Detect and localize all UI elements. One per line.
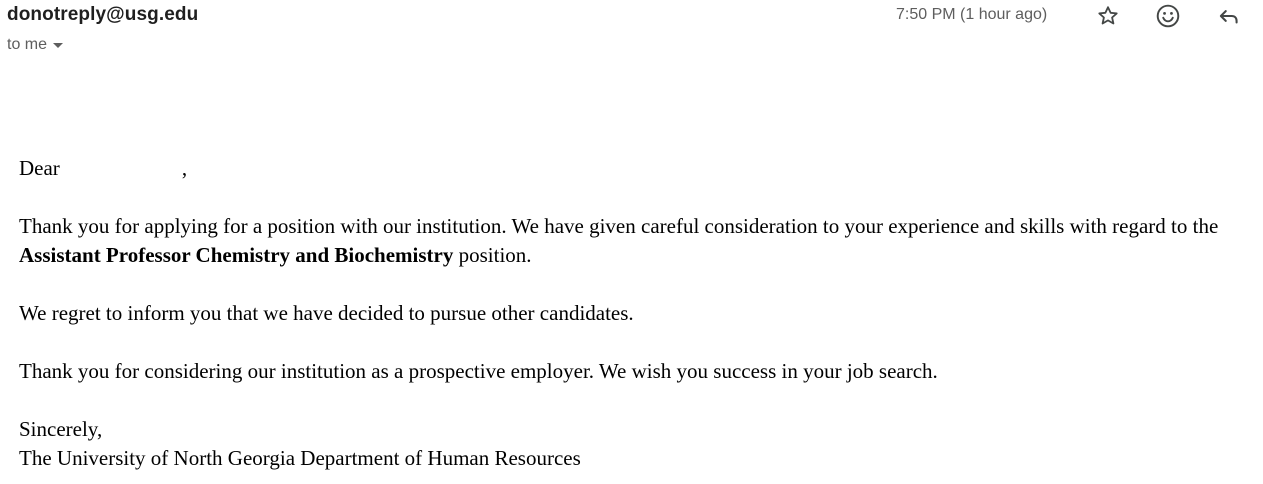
recipient-toggle[interactable] (7, 36, 63, 54)
reply-icon (1216, 3, 1242, 29)
paragraph-application (19, 212, 1259, 270)
emoji-reaction-icon (1155, 3, 1181, 29)
message-header (0, 0, 1263, 60)
greeting-prefix: Dear (19, 156, 60, 180)
position-title: Assistant Professor Chemistry and Biochemistry (19, 243, 454, 267)
greeting-suffix: , (181, 156, 188, 180)
greeting (19, 154, 1259, 183)
paragraph-text: Thank you for applying for a position with our institution. We have given careful consideration to your experience and skills with regard to the (19, 214, 1219, 238)
reply-button[interactable] (1215, 2, 1243, 30)
closing: Sincerely, (19, 417, 103, 441)
add-reaction-button[interactable] (1154, 2, 1182, 30)
message-timestamp: 7:50 PM (1 hour ago) (896, 6, 1048, 23)
star-icon (1096, 4, 1120, 28)
star-button[interactable] (1094, 2, 1122, 30)
signature: The University of North Georgia Department of Human Resources (19, 446, 581, 470)
paragraph-decision: We regret to inform you that we have decided to pursue other candidates. (19, 301, 634, 325)
paragraph-closing-wish: Thank you for considering our institution as a prospective employer. We wish you success in your job search. (19, 359, 938, 383)
paragraph-text: position. (453, 243, 532, 267)
chevron-down-icon (53, 43, 63, 48)
signature-block (19, 415, 1259, 473)
message-body (19, 154, 1259, 473)
sender-address[interactable]: donotreply@usg.edu (7, 4, 199, 25)
recipient-label: to me (7, 36, 48, 53)
